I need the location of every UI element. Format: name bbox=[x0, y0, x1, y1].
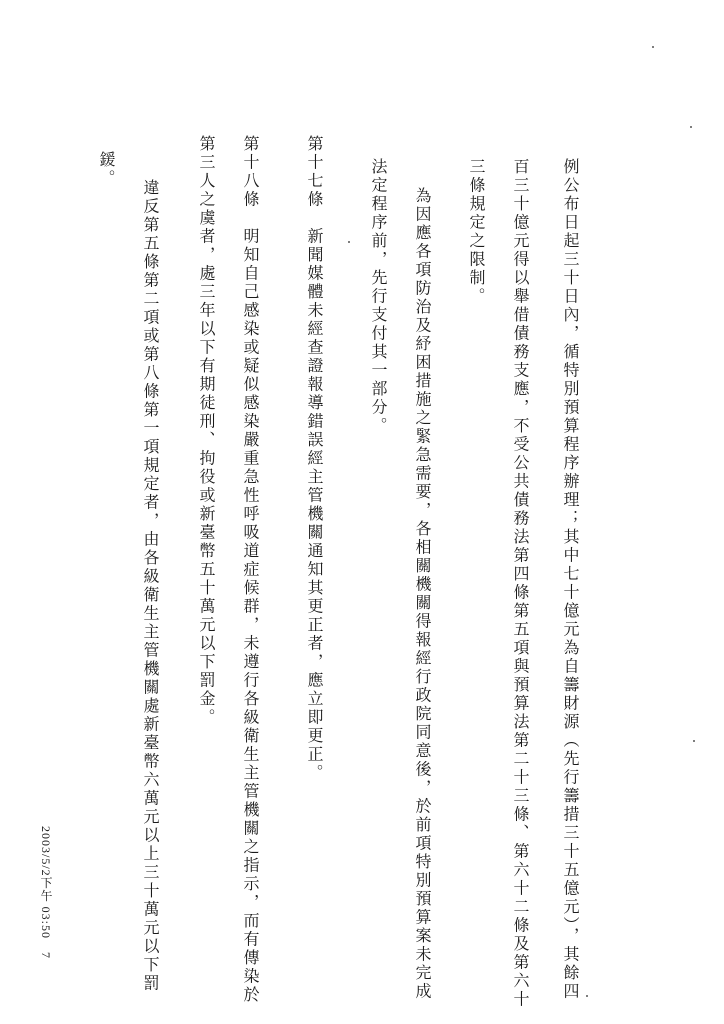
text-column-3: 三條規定之限制。 bbox=[467, 158, 486, 306]
text-column-10: 鍰。 bbox=[97, 151, 116, 188]
scan-speck bbox=[693, 740, 695, 742]
article-18-column-1: 第十八條 明知自己感染或疑似感染嚴重急性呼吸道症候群，未遵行各級衛生主管機關之指示，而有傳染於 bbox=[241, 135, 260, 1005]
article-17-column: 第十七條 新聞媒體未經查證報導錯誤經主管機關通知其更正者，應立即更正。 bbox=[305, 135, 324, 783]
text-column-1: 例公布日起三十日內，循特別預算程序辦理；其中七十億元為自籌財源（先行籌措三十五億元），其餘四 bbox=[561, 158, 580, 1001]
scan-speck bbox=[690, 126, 692, 128]
scan-speck bbox=[348, 241, 350, 243]
print-timestamp-footer: 2003/5/2下午 03:50 7 bbox=[39, 826, 53, 960]
scan-speck bbox=[586, 995, 588, 997]
text-column-4: 為因應各項防治及紓困措施之緊急需要，各相關機關得報經行政院同意後，於前項特別預算案未完成 bbox=[413, 187, 432, 1001]
text-column-5: 法定程序前，先行支付其一部分。 bbox=[369, 158, 388, 436]
article-18-column-2: 第三人之虞者，處三年以下有期徒刑、拘役或新臺幣五十萬元以下罰金。 bbox=[197, 135, 216, 727]
text-column-9: 違反第五條第二項或第八條第一項規定者，由各級衛生主管機關處新臺幣六萬元以上三十萬元以下罰 bbox=[141, 179, 160, 993]
text-column-2: 百三十億元得以舉借債務支應，不受公共債務法第四條第五項與預算法第二十三條、第六十二條及第六十 bbox=[511, 158, 530, 1009]
scan-speck bbox=[652, 46, 654, 48]
